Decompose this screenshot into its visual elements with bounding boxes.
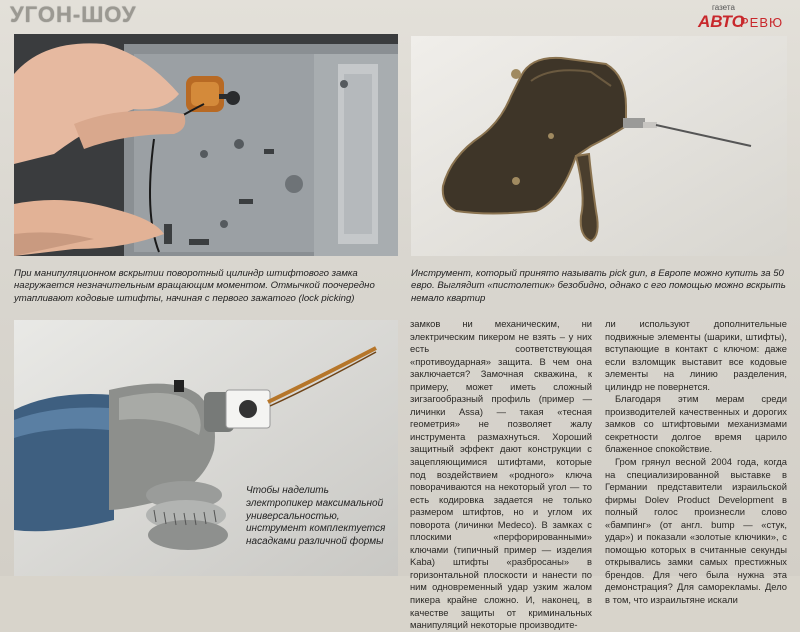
avtorevu-logo xyxy=(696,3,784,31)
article-paragraph: ли используют дополнительные подвижные элементы (шарики, штифты), вступающие в контакт с ключом: даже если взломщик выставит все кодовые элементы на линию разделения, цилиндр не повернется. xyxy=(605,318,787,392)
logo-avto-text: АВТО xyxy=(698,12,745,31)
article-paragraph: Гром грянул весной 2004 года, когда на специализированной выставке в Германии представители израильской фирмы Dolev Product Development в полный голос произнесли слово «бампинг» (от англ. bump — «стук, удар») и показали «золотые ключики», с помощью которых в считанные секунды открывались замки самых престижных брендов. Для чего была нужна эта демонстрация? Для саморекламы. Дело в том, что израильтяне искали xyxy=(605,456,787,606)
photo-electric-pick xyxy=(14,320,398,576)
logo-small-text: газета xyxy=(712,3,735,12)
article-paragraph: Благодаря этим мерам среди производителей качественных и дорогих замков со штифтовыми механизмами секретности долгое время царило блаженное спокойствие. xyxy=(605,393,787,455)
caption-lock-picking: При манипуляционном вскрытии поворотный цилиндр штифтового замка нагружается незначительным вращающим моментом. Отмычкой поочередно утапливают кодовые штифты, начиная с первого зажатого (lock picking) xyxy=(14,268,375,304)
photo-pick-gun xyxy=(411,36,787,256)
section-title: УГОН-ШОУ xyxy=(10,2,137,27)
page-header xyxy=(0,0,800,30)
logo-revu-text: РЕВЮ xyxy=(740,15,784,30)
photo-lock-picking xyxy=(14,34,398,256)
article-paragraph: замков ни механическим, ни электрическим пикером не взять – у них есть соответствующая «противоударная» защита. В чем она заключается? Замочная скважина, к примеру, может иметь сложный зигзагообразный профиль (пример — личинки Assa) — такая «тесная геометрия» не позволяет жалу инструмента размахнуться. Хороший защитный эффект дают конструкции с зацепляющимися штифтами, которые под воздействием «родного» ключа поворачиваются на некоторый угол — то есть кодировка задается не только размером штифтов, но и углом их поворота (личинки Medeco). В замках с плоскими «перфорированными» ключами (типичный пример — изделия Kaba) штифты «разбросаны» в горизонтальной плоскости и нанести по ним одновременный удар узким жалом пикера крайне сложно. И, наконец, в качестве защиты от криминальных манипуляций некоторые производите- xyxy=(410,318,592,631)
article-column-2 xyxy=(605,318,787,607)
article-column-1 xyxy=(410,318,592,632)
caption-pick-gun: Инструмент, который принято называть pick gun, в Европе можно купить за 50 евро. Выглядит «пистолетик» безобидно, однако с его помощью можно вскрыть немало квартир xyxy=(411,268,786,304)
caption-electric-pick: Чтобы наделить электропикер максимальной универсальностью, инструмент комплектуется насадками различной формы xyxy=(246,485,386,548)
